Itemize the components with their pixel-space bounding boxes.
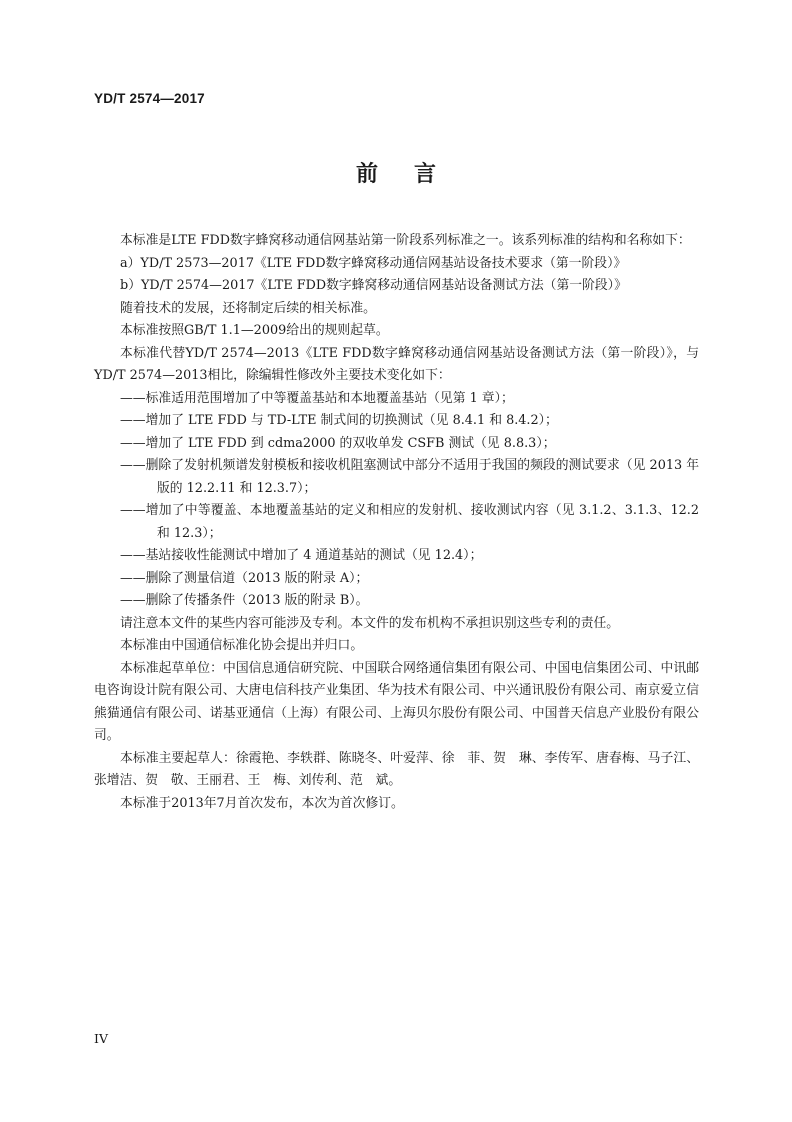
change-item: ——删除了传播条件（2013 版的附录 B）。	[120, 593, 369, 608]
paragraph-drafters: 本标准主要起草人：徐霞艳、李轶群、陈晓冬、叶爱萍、徐 菲、贺 琳、李传军、唐春梅、马子江、张增洁、贺 敬、王丽君、王 梅、刘传利、范 斌。	[94, 750, 699, 788]
paragraph-patent-notice: 请注意本文件的某些内容可能涉及专利。本文件的发布机构不承担识别这些专利的责任。	[120, 615, 620, 631]
paragraph-future: 随着技术的发展，还将制定后续的相关标准。	[120, 300, 376, 316]
paragraph-release-history: 本标准于2013年7月首次发布，本次为首次修订。	[120, 795, 404, 811]
paragraph-drafting-units: 本标准起草单位：中国信息通信研究院、中国联合网络通信集团有限公司、中国电信集团公司、中讯邮电咨询设计院有限公司、大唐电信科技产业集团、华为技术有限公司、中兴通讯股份有限公司、南京爱立信熊猫通信有限公司、诺基亚通信（上海）有限公司、上海贝尔股份有限公司、中国普天信息产业股份有限公司。	[94, 660, 699, 743]
paragraph-item-a: a）YD/T 2573—2017《LTE FDD数字蜂窝移动通信网基站设备技术要求（第一阶段）》	[120, 255, 627, 271]
page-title: 前言	[355, 162, 472, 187]
paragraph-drafting-rules: 本标准按照GB/T 1.1—2009给出的规则起草。	[120, 323, 389, 338]
change-item: ——增加了 LTE FDD 与 TD-LTE 制式间的切换测试（见 8.4.1 和 8.4.2）；	[120, 413, 558, 428]
change-item: ——删除了发射机频谱发射模板和接收机阻塞测试中部分不适用于我国的频段的测试要求（见 2013 年版的 12.2.11 和 12.3.7）；	[120, 458, 699, 496]
change-item: ——删除了测量信道（2013 版的附录 A）；	[120, 570, 369, 586]
paragraph-intro: 本标准是LTE FDD数字蜂窝移动通信网基站第一阶段系列标准之一。该系列标准的结构和名称如下：	[120, 233, 691, 248]
paragraph-replaces: 本标准代替YD/T 2574—2013《LTE FDD数字蜂窝移动通信网基站设备测试方法（第一阶段）》，与YD/T 2574—2013相比，除编辑性修改外主要技术变化如下：	[94, 345, 699, 383]
change-item: ——增加了中等覆盖、本地覆盖基站的定义和相应的发射机、接收测试内容（见 3.1.2、3.1.3、12.2 和 12.3）；	[120, 503, 699, 541]
change-item: ——标准适用范围增加了中等覆盖基站和本地覆盖基站（见第 1 章）；	[120, 390, 514, 406]
change-item: ——增加了 LTE FDD 到 cdma2000 的双收单发 CSFB 测试（见 8.8.3）；	[120, 435, 556, 451]
page-number: IV	[94, 1031, 108, 1046]
document-body	[94, 230, 699, 815]
change-item: ——基站接收性能测试中增加了 4 通道基站的测试（见 12.4）；	[120, 548, 483, 563]
standard-code: YD/T 2574—2017	[94, 91, 205, 106]
paragraph-proposer: 本标准由中国通信标准化协会提出并归口。	[120, 638, 364, 653]
paragraph-item-b: b）YD/T 2574—2017《LTE FDD数字蜂窝移动通信网基站设备测试方法（第一阶段）》	[120, 278, 627, 293]
